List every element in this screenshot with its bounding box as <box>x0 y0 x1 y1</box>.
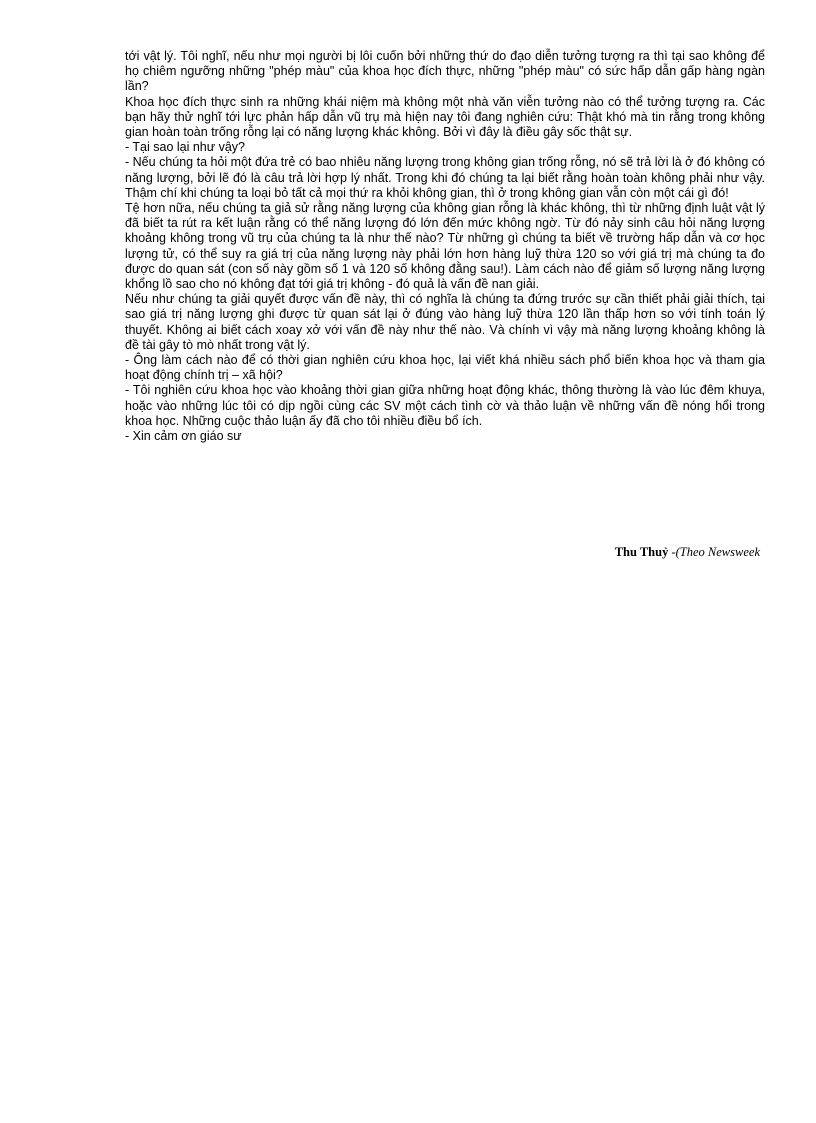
paragraph-2: Khoa học đích thực sinh ra những khái niệm mà không một nhà văn viễn tưởng nào có thể tưởng tượng ra. Các bạn hãy thử nghĩ tới lực phản hấp dẫn vũ trụ mà hiện nay tôi đang nghiên cứu: Thật khó mà tin rằng trong không gian hoàn toàn trống rỗng lại có năng lượng khác không. Bởi vì đây là điều gây sốc thật sự. <box>125 94 765 140</box>
answer-2: - Tôi nghiên cứu khoa học vào khoảng thời gian giữa những hoạt động khác, thông thường là vào lúc đêm khuya, hoặc vào những lúc tôi có dịp ngồi cùng các SV một cách tình cờ và thảo luận về những vấn đề nóng hổi trong khoa học. Những cuộc thảo luận ấy đã cho tôi nhiều điều bổ ích. <box>125 383 765 428</box>
answer-1: - Nếu chúng ta hỏi một đứa trẻ có bao nhiêu năng lượng trong không gian trống rỗng, nó sẽ trả lời là ở đó không có năng lượng, bởi lẽ đó là câu trả lời hợp lý nhất. Trong khi đó chúng ta lại biết rằng hoàn toàn không phải như vậy. Thậm chí khi chúng ta loại bỏ tất cả mọi thứ ra khỏi không gian, thì ở trong không gian vẫn còn một cái gì đó! <box>125 155 765 200</box>
article-signature <box>615 545 760 560</box>
source-credit: -(Theo Newsweek <box>668 545 760 559</box>
paragraph-4: Nếu như chúng ta giải quyết được vấn đề này, thì có nghĩa là chúng ta đứng trước sự cần thiết phải giải thích, tại sao giá trị năng lượng ghi được từ quan sát lại ở đúng vào hàng luỹ thừa 120 lần thấp hơn so với tính toán lý thuyết. Không ai biết cách xoay xở với vấn đề này như thế nào. Và chính vì vậy mà năng lượng khoảng không là đề tài gây tò mò nhất trong vật lý. <box>125 292 765 352</box>
closing-line: - Xin cảm ơn giáo sư <box>125 429 242 444</box>
question-2: - Ông làm cách nào để có thời gian nghiên cứu khoa học, lại viết khá nhiều sách phổ biến khoa học và tham gia hoạt động chính trị – xã hội? <box>125 353 765 383</box>
question-1: - Tại sao lại như vậy? <box>125 140 246 155</box>
paragraph-1: tới vật lý. Tôi nghĩ, nếu như mọi người bị lôi cuốn bởi những thứ do đạo diễn tưởng tượng ra thì tại sao không để họ chiêm ngưỡng những "phép màu" của khoa học đích thực, những "phép màu" có sức hấp dẫn gấp hàng ngàn lần? <box>125 49 765 94</box>
article-body <box>125 49 765 444</box>
author-name: Thu Thuỷ <box>614 545 669 559</box>
paragraph-3: Tệ hơn nữa, nếu chúng ta giả sử rằng năng lượng của không gian rỗng là khác không, thì từ những định luật vật lý đã biết ta rút ra kết luận rằng có thể năng lượng đó lớn đến mức không ngờ. Từ đó nảy sinh câu hỏi năng lượng khoảng không trong vũ trụ của chúng ta là như thế nào? Từ những gì chúng ta biết về trường hấp dẫn và cơ học lượng tử, có thể suy ra giá trị của năng lượng này phải lớn hơn hàng luỹ thừa 120 so với giá trị mà chúng ta đo được do quan sát (con số này gồm số 1 và 120 số không đằng sau!). Làm cách nào để giảm số lượng năng lượng khổng lồ sao cho nó không đạt tới giá trị không - đó quả là vấn đề nan giải. <box>125 201 765 292</box>
